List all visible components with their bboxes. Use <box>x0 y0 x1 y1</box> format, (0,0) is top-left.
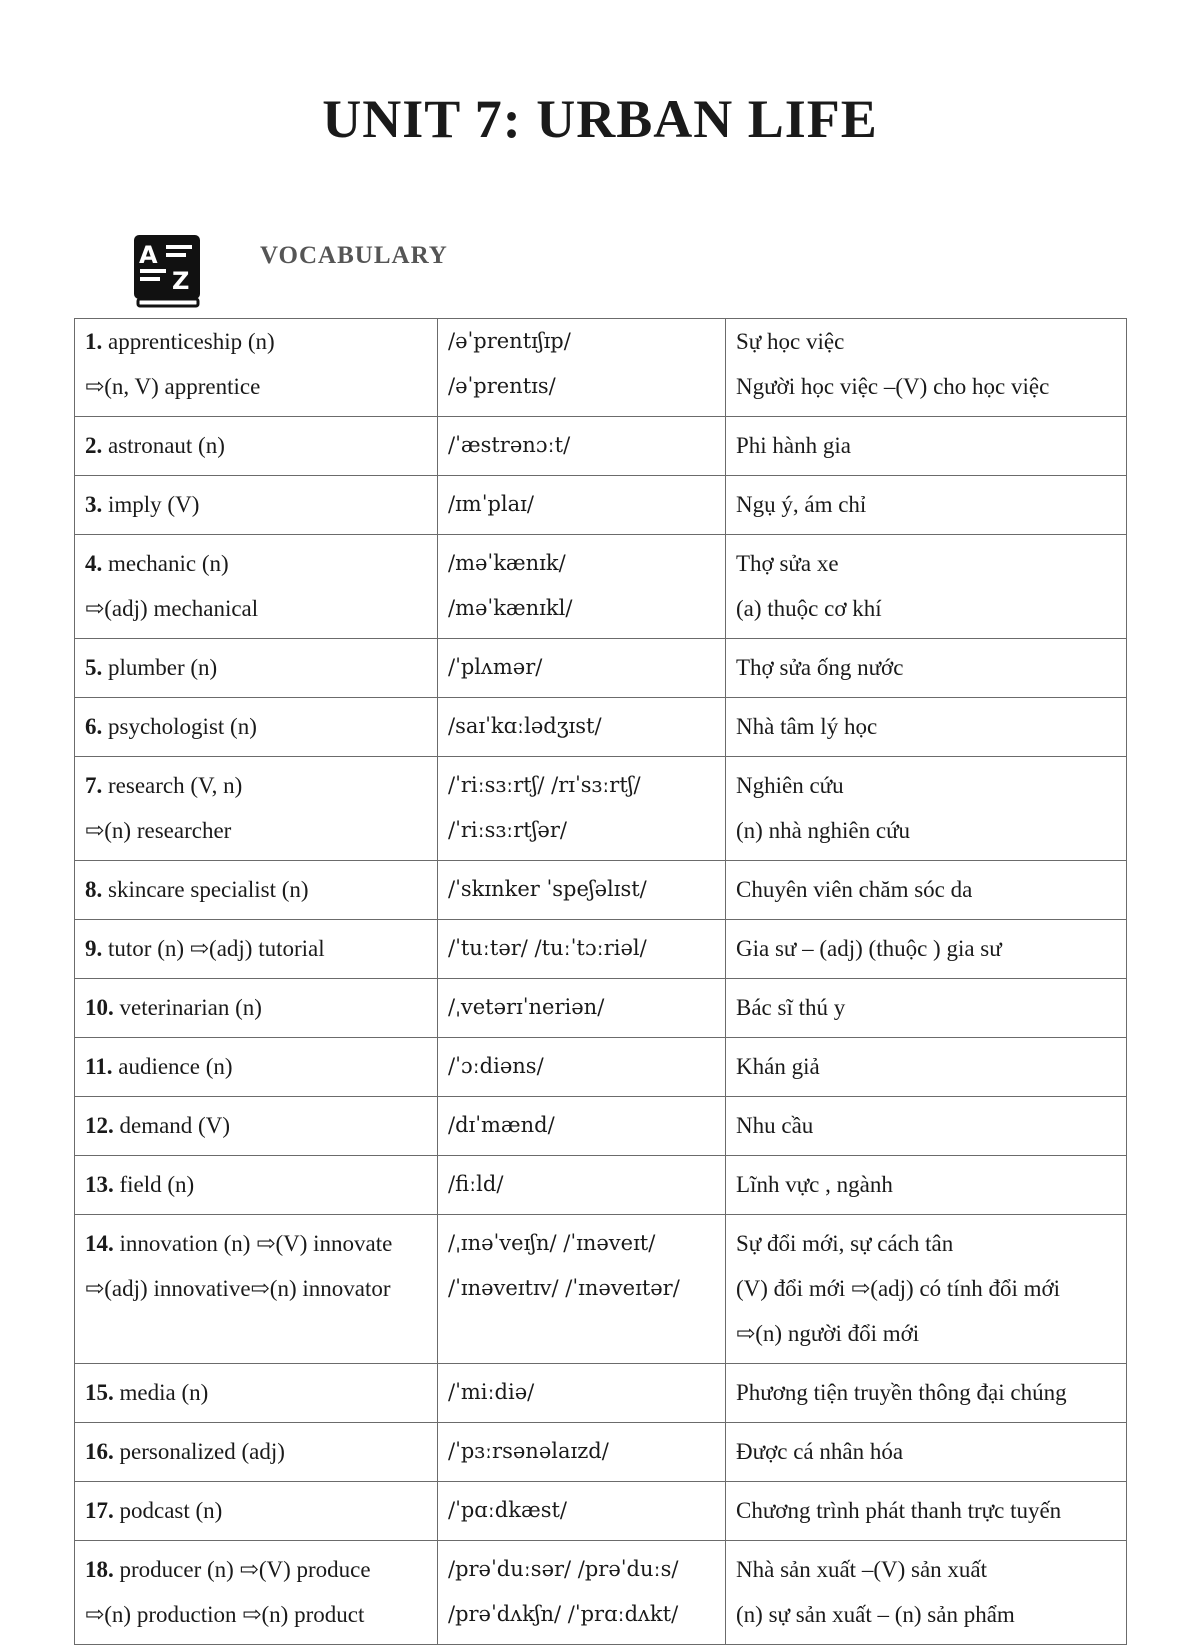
meaning-text: Khán giả <box>736 1054 820 1079</box>
meaning-cell <box>726 1156 1127 1215</box>
pronunciation-text: /ˌɪnəˈveɪʃn/ /ˈɪnəveɪt/ <box>448 1231 656 1255</box>
word-line <box>85 1221 427 1266</box>
pronunciation-cell <box>438 1156 726 1215</box>
word-cell <box>75 535 438 639</box>
entry-number: 6. <box>85 714 103 739</box>
word-text: producer (n) ⇨(V) produce <box>113 1557 371 1582</box>
meaning-text: Thợ sửa xe <box>736 551 839 576</box>
meaning-cell <box>726 417 1127 476</box>
word-line <box>85 985 427 1030</box>
pronunciation-cell <box>438 639 726 698</box>
table-row <box>75 1423 1127 1482</box>
word-line <box>85 763 427 808</box>
word-line <box>85 645 427 690</box>
meaning-cell <box>726 698 1127 757</box>
table-row <box>75 639 1127 698</box>
pronunciation-text: /ˈpɑːdkæst/ <box>448 1498 568 1522</box>
pronunciation-cell <box>438 1364 726 1423</box>
meaning-cell <box>726 757 1127 861</box>
pronunciation-text: /məˈkænɪk/ <box>448 551 566 575</box>
table-row <box>75 1215 1127 1364</box>
word-cell <box>75 698 438 757</box>
a-z-dictionary-icon <box>132 233 202 309</box>
table-row <box>75 1038 1127 1097</box>
pronunciation-cell <box>438 979 726 1038</box>
word-cell <box>75 1423 438 1482</box>
word-text: psychologist (n) <box>102 714 257 739</box>
meaning-cell <box>726 535 1127 639</box>
meaning-text: Chuyên viên chăm sóc da <box>736 877 973 902</box>
word-text: imply (V) <box>102 492 200 517</box>
word-line <box>85 1592 427 1637</box>
table-row <box>75 979 1127 1038</box>
meaning-text: Bác sĩ thú y <box>736 995 846 1020</box>
meaning-text: (n) sự sản xuất – (n) sản phẩm <box>736 1602 1015 1627</box>
pronunciation-text: /ˈplʌmər/ <box>448 655 543 679</box>
word-text: plumber (n) <box>102 655 218 680</box>
word-cell <box>75 417 438 476</box>
entry-number: 12. <box>85 1113 114 1138</box>
pronunciation-cell <box>438 476 726 535</box>
entry-number: 8. <box>85 877 103 902</box>
entry-number: 10. <box>85 995 114 1020</box>
pronunciation-text: /dɪˈmænd/ <box>448 1113 555 1137</box>
pronunciation-text: /əˈprentɪʃɪp/ <box>448 329 571 353</box>
meaning-cell <box>726 861 1127 920</box>
word-text: ⇨(adj) mechanical <box>85 596 259 621</box>
meaning-cell <box>726 476 1127 535</box>
entry-number: 1. <box>85 329 103 354</box>
word-line <box>85 808 427 853</box>
table-row <box>75 417 1127 476</box>
vocabulary-table-body <box>75 319 1127 1645</box>
word-text: podcast (n) <box>113 1498 223 1523</box>
entry-number: 18. <box>85 1557 114 1582</box>
entry-number: 11. <box>85 1054 113 1079</box>
table-row <box>75 1482 1127 1541</box>
word-line <box>85 482 427 527</box>
pronunciation-cell <box>438 1482 726 1541</box>
entry-number: 13. <box>85 1172 114 1197</box>
meaning-text: Nghiên cứu <box>736 773 844 798</box>
icon-letter-z: Z <box>172 267 190 295</box>
pronunciation-text: /ˈriːsɜːrtʃər/ <box>448 818 567 842</box>
meaning-text: Phi hành gia <box>736 433 851 458</box>
word-cell <box>75 639 438 698</box>
table-row <box>75 476 1127 535</box>
meaning-text: Lĩnh vực , ngành <box>736 1172 893 1197</box>
meaning-cell <box>726 979 1127 1038</box>
pronunciation-text: /ˈmiːdiə/ <box>448 1380 535 1404</box>
meaning-text: Sự đổi mới, sự cách tân <box>736 1231 954 1256</box>
word-text: field (n) <box>113 1172 195 1197</box>
meaning-cell <box>726 1215 1127 1364</box>
pronunciation-cell <box>438 1097 726 1156</box>
word-cell <box>75 1541 438 1645</box>
word-line <box>85 1429 427 1474</box>
pronunciation-cell <box>438 535 726 639</box>
word-cell <box>75 1215 438 1364</box>
vocabulary-table <box>74 318 1127 1645</box>
entry-number: 4. <box>85 551 103 576</box>
pronunciation-text: /ɪmˈplaɪ/ <box>448 492 534 516</box>
word-cell <box>75 1482 438 1541</box>
section-heading: VOCABULARY <box>260 242 448 269</box>
pronunciation-text: /ˈriːsɜːrtʃ/ /rɪˈsɜːrtʃ/ <box>448 773 641 797</box>
meaning-cell <box>726 1541 1127 1645</box>
word-cell <box>75 757 438 861</box>
word-line <box>85 423 427 468</box>
pronunciation-text: /prəˈdʌkʃn/ /ˈprɑːdʌkt/ <box>448 1602 679 1626</box>
entry-number: 3. <box>85 492 103 517</box>
entry-number: 17. <box>85 1498 114 1523</box>
word-text: audience (n) <box>112 1054 233 1079</box>
pronunciation-cell <box>438 861 726 920</box>
word-text: ⇨(n) production ⇨(n) product <box>85 1602 365 1627</box>
meaning-text: Nhà tâm lý học <box>736 714 878 739</box>
word-text: mechanic (n) <box>102 551 229 576</box>
table-row <box>75 920 1127 979</box>
entry-number: 14. <box>85 1231 114 1256</box>
word-text: skincare specialist (n) <box>102 877 309 902</box>
table-row <box>75 1156 1127 1215</box>
meaning-cell <box>726 1038 1127 1097</box>
table-row <box>75 1097 1127 1156</box>
pronunciation-text: /ˈæstrənɔːt/ <box>448 433 571 457</box>
pronunciation-text: /ˌvetərɪˈneriən/ <box>448 995 605 1019</box>
table-row <box>75 535 1127 639</box>
pronunciation-text: /ˈɪnəveɪtɪv/ /ˈɪnəveɪtər/ <box>448 1276 680 1300</box>
word-cell <box>75 920 438 979</box>
word-line <box>85 1103 427 1148</box>
entry-number: 7. <box>85 773 103 798</box>
meaning-cell <box>726 1364 1127 1423</box>
pronunciation-text: /əˈprentɪs/ <box>448 374 556 398</box>
meaning-text: Thợ sửa ống nước <box>736 655 904 680</box>
word-cell <box>75 1156 438 1215</box>
word-line <box>85 1547 427 1592</box>
meaning-text: Gia sư – (adj) (thuộc ) gia sư <box>736 936 1002 961</box>
entry-number: 15. <box>85 1380 114 1405</box>
entry-number: 2. <box>85 433 103 458</box>
word-line <box>85 1044 427 1089</box>
meaning-text: ⇨(n) người đổi mới <box>736 1321 920 1346</box>
meaning-text: (n) nhà nghiên cứu <box>736 818 911 843</box>
pronunciation-cell <box>438 757 726 861</box>
meaning-text: Nhu cầu <box>736 1113 814 1138</box>
entry-number: 16. <box>85 1439 114 1464</box>
meaning-cell <box>726 1097 1127 1156</box>
pronunciation-cell <box>438 1215 726 1364</box>
word-cell <box>75 1364 438 1423</box>
word-line <box>85 541 427 586</box>
word-text: ⇨(n, V) apprentice <box>85 374 261 399</box>
word-line <box>85 1488 427 1533</box>
pronunciation-cell <box>438 319 726 417</box>
word-cell <box>75 861 438 920</box>
pronunciation-text: /ˈskɪnker ˈspeʃəlɪst/ <box>448 877 647 901</box>
table-row <box>75 757 1127 861</box>
pronunciation-cell <box>438 417 726 476</box>
table-row <box>75 1541 1127 1645</box>
pronunciation-cell <box>438 1038 726 1097</box>
word-text: ⇨(n) researcher <box>85 818 232 843</box>
meaning-text: (a) thuộc cơ khí <box>736 596 882 621</box>
pronunciation-text: /ˈtuːtər/ /tuːˈtɔːriəl/ <box>448 936 647 960</box>
word-line <box>85 364 427 409</box>
pronunciation-text: /ˈɔːdiəns/ <box>448 1054 544 1078</box>
table-row <box>75 861 1127 920</box>
word-text: astronaut (n) <box>102 433 225 458</box>
pronunciation-text: /ˈpɜːrsənəlaɪzd/ <box>448 1439 609 1463</box>
word-line <box>85 1370 427 1415</box>
meaning-text: Chương trình phát thanh trực tuyến <box>736 1498 1062 1523</box>
word-cell <box>75 1038 438 1097</box>
word-text: apprenticeship (n) <box>102 329 275 354</box>
meaning-text: (V) đổi mới ⇨(adj) có tính đổi mới <box>736 1276 1061 1301</box>
meaning-text: Nhà sản xuất –(V) sản xuất <box>736 1557 988 1582</box>
meaning-cell <box>726 319 1127 417</box>
word-text: innovation (n) ⇨(V) innovate <box>113 1231 393 1256</box>
word-cell <box>75 476 438 535</box>
meaning-text: Người học việc –(V) cho học việc <box>736 374 1050 399</box>
meaning-text: Sự học việc <box>736 329 845 354</box>
pronunciation-text: /prəˈduːsər/ /prəˈduːs/ <box>448 1557 679 1581</box>
word-cell <box>75 979 438 1038</box>
meaning-text: Ngụ ý, ám chỉ <box>736 492 867 517</box>
meaning-text: Được cá nhân hóa <box>736 1439 904 1464</box>
pronunciation-cell <box>438 1423 726 1482</box>
word-line <box>85 586 427 631</box>
meaning-cell <box>726 920 1127 979</box>
pronunciation-text: /məˈkænɪkl/ <box>448 596 573 620</box>
word-text: veterinarian (n) <box>113 995 262 1020</box>
word-text: ⇨(adj) innovative⇨(n) innovator <box>85 1276 391 1301</box>
pronunciation-cell <box>438 698 726 757</box>
table-row <box>75 698 1127 757</box>
entry-number: 9. <box>85 936 103 961</box>
pronunciation-cell <box>438 1541 726 1645</box>
pronunciation-cell <box>438 920 726 979</box>
word-cell <box>75 319 438 417</box>
page-title: UNIT 7: URBAN LIFE <box>322 89 878 149</box>
word-line <box>85 319 427 364</box>
entry-number: 5. <box>85 655 103 680</box>
table-row <box>75 1364 1127 1423</box>
meaning-cell <box>726 1423 1127 1482</box>
word-line <box>85 926 427 971</box>
word-text: research (V, n) <box>102 773 243 798</box>
word-line <box>85 704 427 749</box>
meaning-text: Phương tiện truyền thông đại chúng <box>736 1380 1067 1405</box>
meaning-cell <box>726 639 1127 698</box>
word-text: personalized (adj) <box>113 1439 285 1464</box>
icon-letter-a: A <box>139 241 158 269</box>
word-text: demand (V) <box>113 1113 230 1138</box>
word-line <box>85 1266 427 1311</box>
table-row <box>75 319 1127 417</box>
pronunciation-text: /fiːld/ <box>448 1172 504 1196</box>
word-cell <box>75 1097 438 1156</box>
meaning-cell <box>726 1482 1127 1541</box>
word-text: media (n) <box>113 1380 209 1405</box>
word-text: tutor (n) ⇨(adj) tutorial <box>102 936 325 961</box>
word-line <box>85 1162 427 1207</box>
pronunciation-text: /saɪˈkɑːlədʒɪst/ <box>448 714 602 738</box>
word-line <box>85 867 427 912</box>
